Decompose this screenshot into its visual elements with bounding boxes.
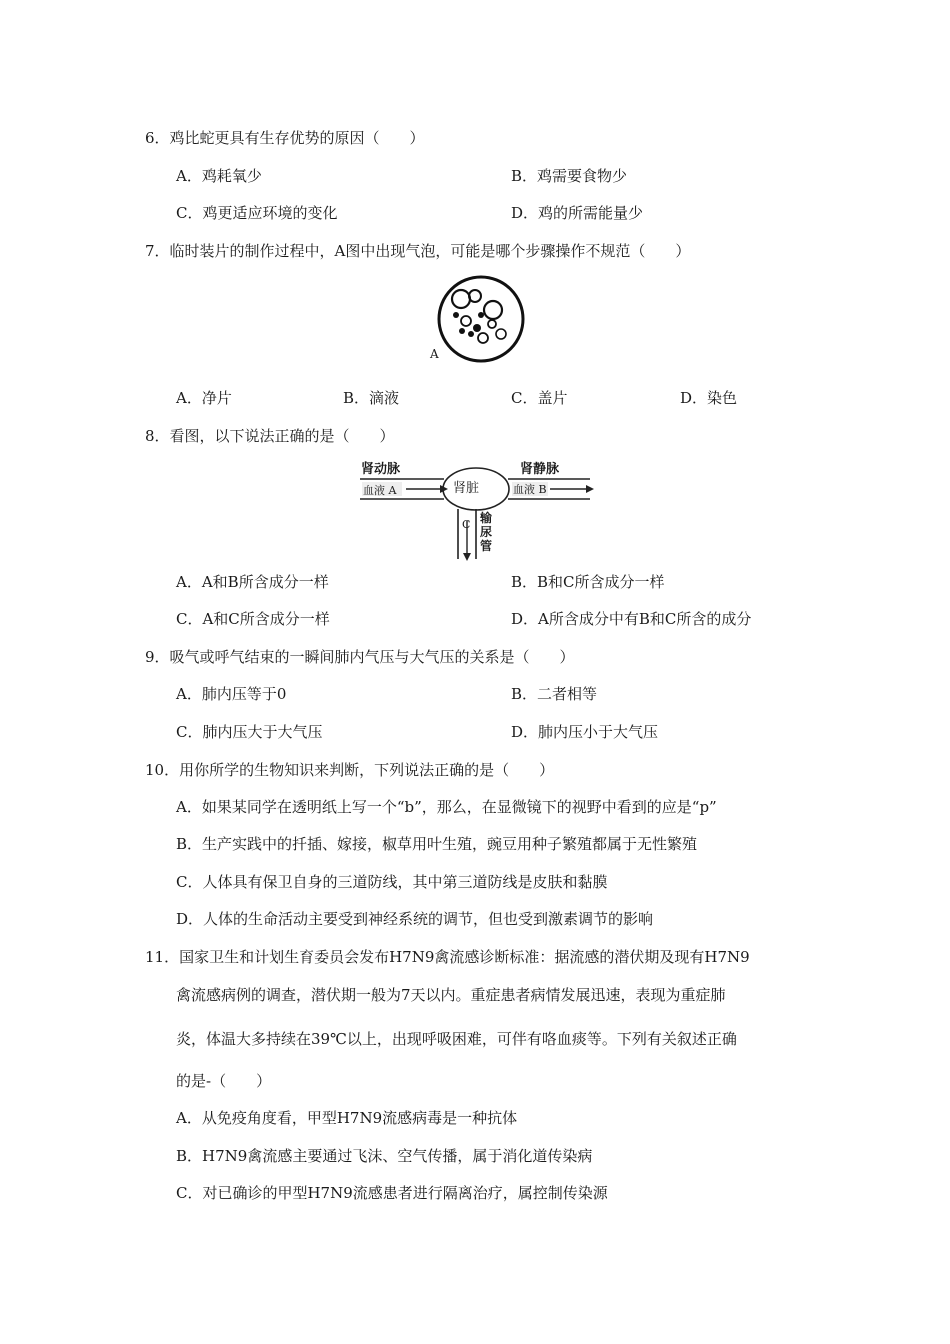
q9-option-b[interactable]: B．二者相等 — [511, 685, 598, 703]
q7-option-b[interactable]: B．滴液 — [343, 389, 400, 407]
q8-option-a[interactable]: A．A和B所含成分一样 — [176, 573, 329, 591]
q6-option-b[interactable]: B．鸡需要食物少 — [511, 167, 628, 185]
q10-option-b[interactable]: B．生产实践中的扦插、嫁接，椒草用叶生殖，豌豆用种子繁殖都属于无性繁殖 — [176, 835, 698, 853]
q8-stem: 8．看图，以下说法正确的是（ ） — [145, 427, 395, 445]
blood-b-label: 血液 B — [513, 483, 547, 496]
q10-option-c[interactable]: C．人体具有保卫自身的三道防线，其中第三道防线是皮肤和黏膜 — [176, 873, 608, 891]
q10-option-a[interactable]: A．如果某同学在透明纸上写一个“b”，那么，在显微镜下的视野中看到的应是“p” — [176, 798, 717, 816]
q9-stem: 9．吸气或呼气结束的一瞬间肺内气压与大气压的关系是（ ） — [145, 648, 575, 666]
q6-option-d[interactable]: D．鸡的所需能量少 — [511, 204, 644, 222]
q10-option-d[interactable]: D．人体的生命活动主要受到神经系统的调节，但也受到激素调节的影响 — [176, 910, 654, 928]
q11-option-b[interactable]: B．H7N9禽流感主要通过飞沫、空气传播，属于消化道传染病 — [176, 1147, 593, 1165]
q11-stem-line-4: 的是-（ ） — [176, 1072, 272, 1090]
q11-option-c[interactable]: C．对已确诊的甲型H7N9流感患者进行隔离治疗，属控制传染源 — [176, 1184, 608, 1202]
q8-option-c[interactable]: C．A和C所含成分一样 — [176, 610, 330, 628]
ureter-label: 输 尿 管 — [480, 511, 493, 553]
renal-vein-label: 肾静脉 — [520, 462, 560, 477]
q8-option-d[interactable]: D．A所含成分中有B和C所含的成分 — [511, 610, 752, 628]
figure-label-a: A — [430, 347, 439, 361]
q7-option-d[interactable]: D．染色 — [680, 389, 738, 407]
q6-option-a[interactable]: A．鸡耗氧少 — [176, 167, 262, 185]
q8-option-b[interactable]: B．B和C所含成分一样 — [511, 573, 665, 591]
q11-option-a[interactable]: A．从免疫角度看，甲型H7N9流感病毒是一种抗体 — [176, 1109, 518, 1127]
renal-artery-label: 肾动脉 — [361, 462, 401, 477]
blood-a-label: 血液 A — [363, 484, 397, 497]
q6-option-c[interactable]: C．鸡更适应环境的变化 — [176, 204, 338, 222]
q9-option-c[interactable]: C．肺内压大于大气压 — [176, 723, 323, 741]
q7-stem: 7．临时装片的制作过程中，A图中出现气泡，可能是哪个步骤操作不规范（ ） — [145, 242, 691, 260]
flow-c-label: C — [462, 518, 471, 531]
q6-stem: 6．鸡比蛇更具有生存优势的原因（ ） — [145, 129, 425, 147]
q9-option-d[interactable]: D．肺内压小于大气压 — [511, 723, 659, 741]
q7-option-c[interactable]: C．盖片 — [511, 389, 568, 407]
kidney-label: 肾脏 — [453, 481, 480, 496]
q11-stem-line-3: 炎，体温大多持续在39℃以上，出现呼吸困难，可伴有咯血痰等。下列有关叙述正确 — [176, 1030, 737, 1048]
q10-stem: 10．用你所学的生物知识来判断，下列说法正确的是（ ） — [145, 761, 555, 779]
q11-stem-line-1: 11．国家卫生和计划生育委员会发布H7N9禽流感诊断标准：据流感的潜伏期及现有H7N9 — [145, 948, 750, 966]
q11-stem-line-2: 禽流感病例的调查，潜伏期一般为7天以内。重症患者病情发展迅速，表现为重症肺 — [176, 986, 726, 1004]
q9-option-a[interactable]: A．肺内压等于0 — [176, 685, 287, 703]
q7-option-a[interactable]: A．净片 — [176, 389, 232, 407]
